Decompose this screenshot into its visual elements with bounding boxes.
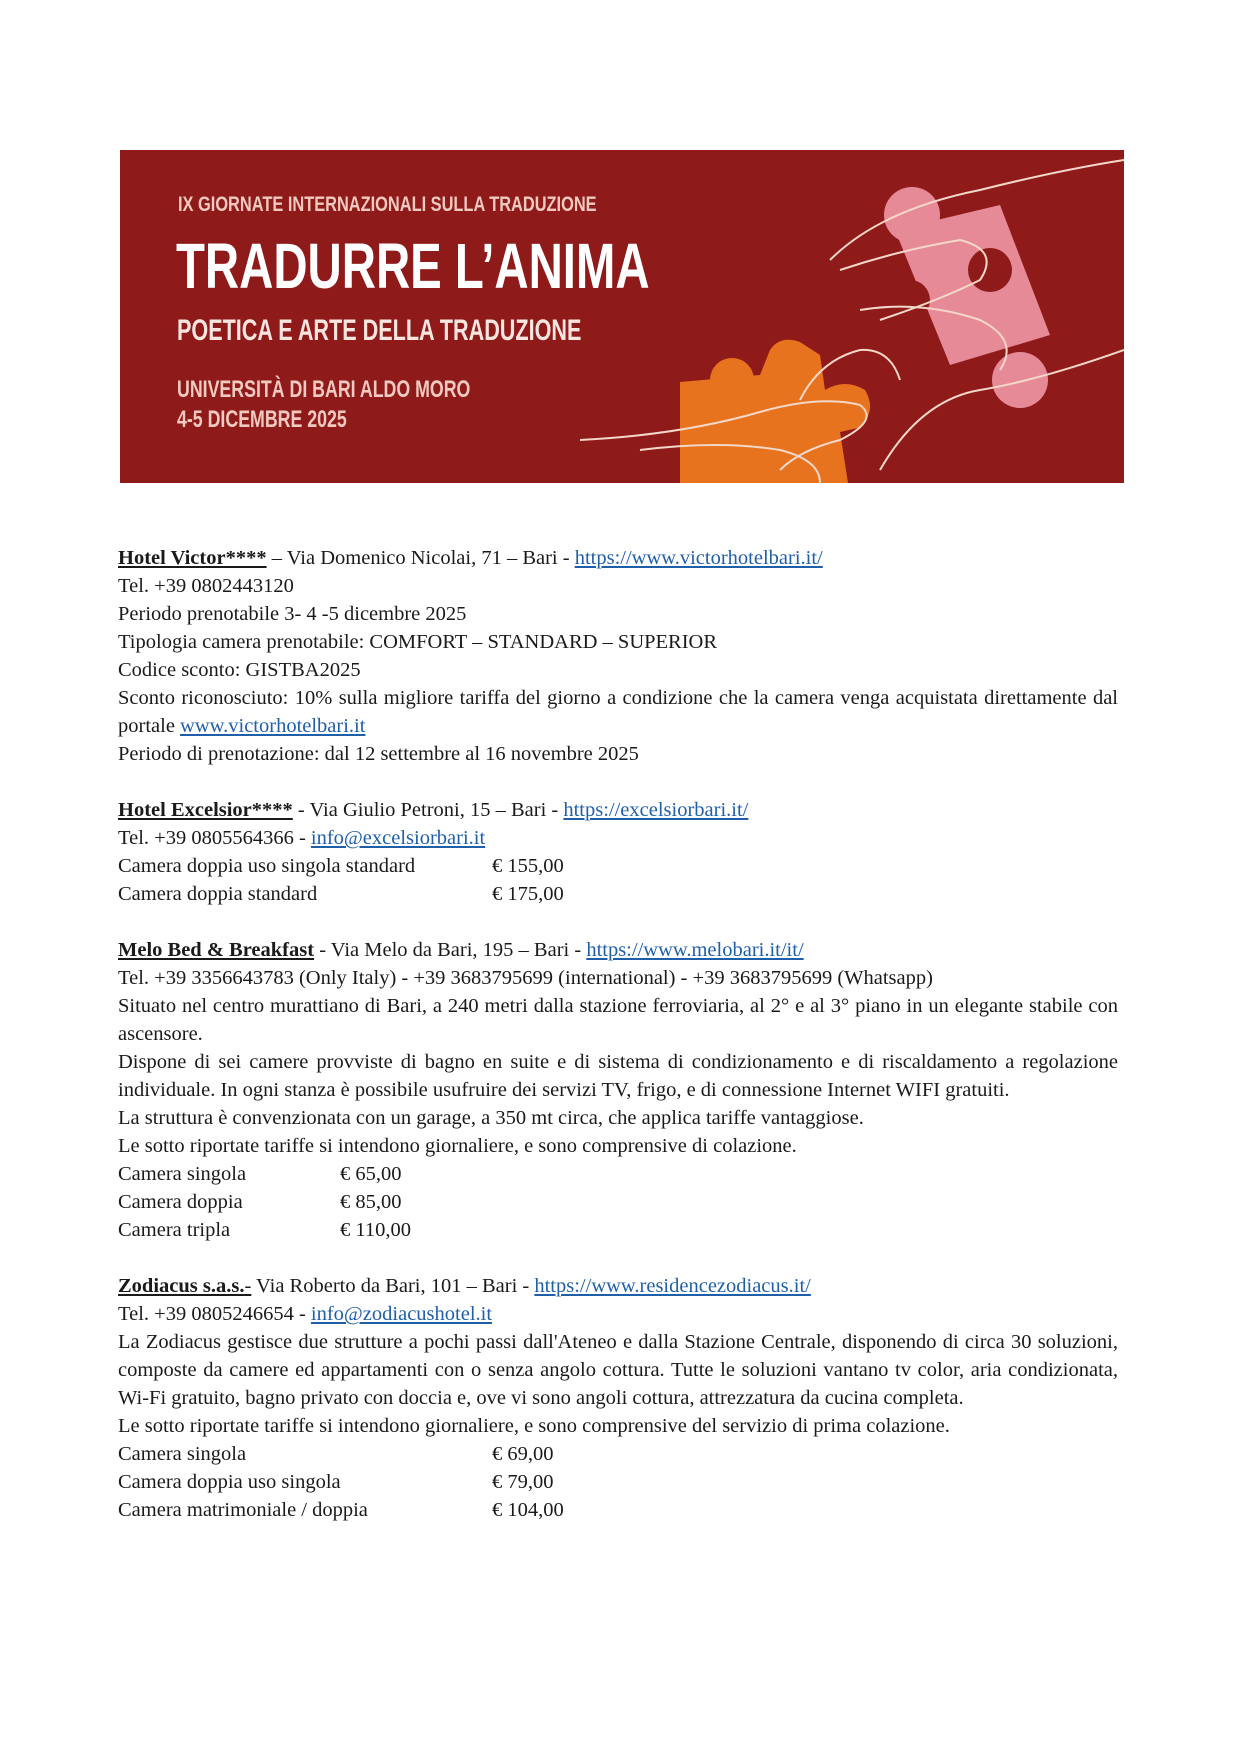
hotel-website-link[interactable]: https://www.residencezodiacus.it/ — [534, 1275, 811, 1297]
booking-period: Periodo di prenotazione: dal 12 settembre al 16 novembre 2025 — [118, 743, 639, 765]
banner-university: UNIVERSITÀ DI BARI ALDO MORO — [177, 376, 471, 403]
hotel-name-suffix: - — [244, 1275, 252, 1297]
hotel-header — [118, 544, 1118, 572]
rate-price: € 69,00 — [492, 1443, 554, 1465]
hotel-phone: Tel. +39 0805564366 - — [118, 827, 311, 849]
description-paragraph: La struttura è convenzionata con un garage, a 350 mt circa, che applica tariffe vantaggiose. — [118, 1107, 864, 1129]
rate-row — [118, 852, 1118, 880]
hotel-name: Hotel Victor**** — [118, 547, 267, 569]
rate-price: € 110,00 — [340, 1219, 411, 1241]
hotel-victor-section — [118, 544, 1118, 768]
hotel-address: - Via Giulio Petroni, 15 – Bari - — [292, 799, 564, 821]
discount-code: Codice sconto: GISTBA2025 — [118, 659, 361, 681]
zodiacus-section — [118, 1272, 1118, 1524]
rate-label: Camera singola — [118, 1163, 247, 1185]
rate-price: € 175,00 — [492, 883, 564, 905]
rate-label: Camera doppia standard — [118, 883, 318, 905]
hotel-phone: Tel. +39 0802443120 — [118, 575, 294, 597]
hotel-website-link[interactable]: https://excelsiorbari.it/ — [563, 799, 749, 821]
rate-row — [118, 1160, 1118, 1188]
hotel-phone: Tel. +39 0805246654 - — [118, 1303, 311, 1325]
banner-title: TRADURRE L’ANIMA — [176, 230, 650, 302]
accommodation-list — [118, 544, 1118, 1552]
description-paragraph: La Zodiacus gestisce due strutture a pochi passi dall'Ateneo e dalla Stazione Centrale, disponendo di circa 30 soluzioni, composte da camere ed appartamenti con o senza angolo cottura. Tutte le soluzioni vantano tv color, aria condizionata, Wi-Fi gratuito, bagno privato con doccia e, ove vi sono angoli cottura, attrezzatura da cucina completa. — [118, 1331, 1118, 1409]
rate-row — [118, 1440, 1118, 1468]
rate-row — [118, 1188, 1118, 1216]
hotel-contact — [118, 1300, 1118, 1328]
hotel-address: Via Roberto da Bari, 101 – Bari - — [251, 1275, 535, 1297]
rate-label: Camera tripla — [118, 1219, 231, 1241]
hotel-header — [118, 936, 1118, 964]
banner-subtitle: POETICA E ARTE DELLA TRADUZIONE — [177, 314, 582, 347]
hotel-header — [118, 1272, 1118, 1300]
rate-label: Camera doppia uso singola standard — [118, 855, 416, 877]
description-paragraph: Situato nel centro murattiano di Bari, a 240 metri dalla stazione ferroviaria, al 2° e al 3° piano in un elegante stabile con ascensore. — [118, 995, 1118, 1045]
hotel-excelsior-section — [118, 796, 1118, 908]
hotel-phone: Tel. +39 3356643783 (Only Italy) - +39 3683795699 (international) - +39 3683795699 (Whatsapp) — [118, 967, 933, 989]
rate-row — [118, 1496, 1118, 1524]
rate-price: € 104,00 — [492, 1499, 564, 1521]
rate-price: € 79,00 — [492, 1471, 554, 1493]
rate-label: Camera doppia uso singola — [118, 1471, 341, 1493]
rate-row — [118, 880, 1118, 908]
rate-price: € 85,00 — [340, 1191, 402, 1213]
description-paragraph: Dispone di sei camere provviste di bagno en suite e di sistema di condizionamento e di riscaldamento a regolazione individuale. In ogni stanza è possibile usufruire dei servizi TV, frigo, e di connessione Internet WIFI gratuiti. — [118, 1051, 1118, 1101]
rate-label: Camera matrimoniale / doppia — [118, 1499, 368, 1521]
banner-dates: 4-5 DICEMBRE 2025 — [177, 406, 347, 433]
banner-supertitle: IX GIORNATE INTERNAZIONALI SULLA TRADUZIONE — [178, 193, 597, 216]
hotel-address: - Via Melo da Bari, 195 – Bari - — [314, 939, 587, 961]
discount-portal-link[interactable]: www.victorhotelbari.it — [180, 715, 366, 737]
hotel-name: Melo Bed & Breakfast — [118, 939, 315, 961]
description-paragraph: Le sotto riportate tariffe si intendono giornaliere, e sono comprensive di colazione. — [118, 1135, 797, 1157]
hotel-name: Hotel Excelsior**** — [118, 799, 293, 821]
description-paragraph: Le sotto riportate tariffe si intendono giornaliere, e sono comprensive del servizio di prima colazione. — [118, 1415, 950, 1437]
hotel-email-link[interactable]: info@zodiacushotel.it — [310, 1303, 493, 1325]
orange-puzzle-piece — [680, 340, 870, 483]
pink-puzzle-piece — [884, 187, 1050, 408]
melo-bnb-section — [118, 936, 1118, 1244]
rate-label: Camera singola — [118, 1443, 247, 1465]
rate-price: € 65,00 — [340, 1163, 402, 1185]
rate-row — [118, 1216, 1118, 1244]
rate-label: Camera doppia — [118, 1191, 243, 1213]
hotel-name: Zodiacus s.a.s. — [118, 1275, 245, 1297]
rate-price: € 155,00 — [492, 855, 564, 877]
rate-row — [118, 1468, 1118, 1496]
hotel-address: – Via Domenico Nicolai, 71 – Bari - — [266, 547, 575, 569]
conference-banner — [120, 150, 1124, 483]
hotel-website-link[interactable]: https://www.victorhotelbari.it/ — [574, 547, 823, 569]
hotel-website-link[interactable]: https://www.melobari.it/it/ — [586, 939, 804, 961]
hotel-contact — [118, 824, 1118, 852]
discount-description — [118, 684, 1118, 740]
room-types: Tipologia camera prenotabile: COMFORT – STANDARD – SUPERIOR — [118, 631, 718, 653]
hotel-header — [118, 796, 1118, 824]
period-bookable: Periodo prenotabile 3- 4 -5 dicembre 2025 — [118, 603, 467, 625]
discount-text: Sconto riconosciuto: 10% sulla migliore tariffa del giorno a condizione che la camera venga acquistata direttamente dal portale — [118, 687, 1118, 737]
hotel-email-link[interactable]: info@excelsiorbari.it — [310, 827, 486, 849]
